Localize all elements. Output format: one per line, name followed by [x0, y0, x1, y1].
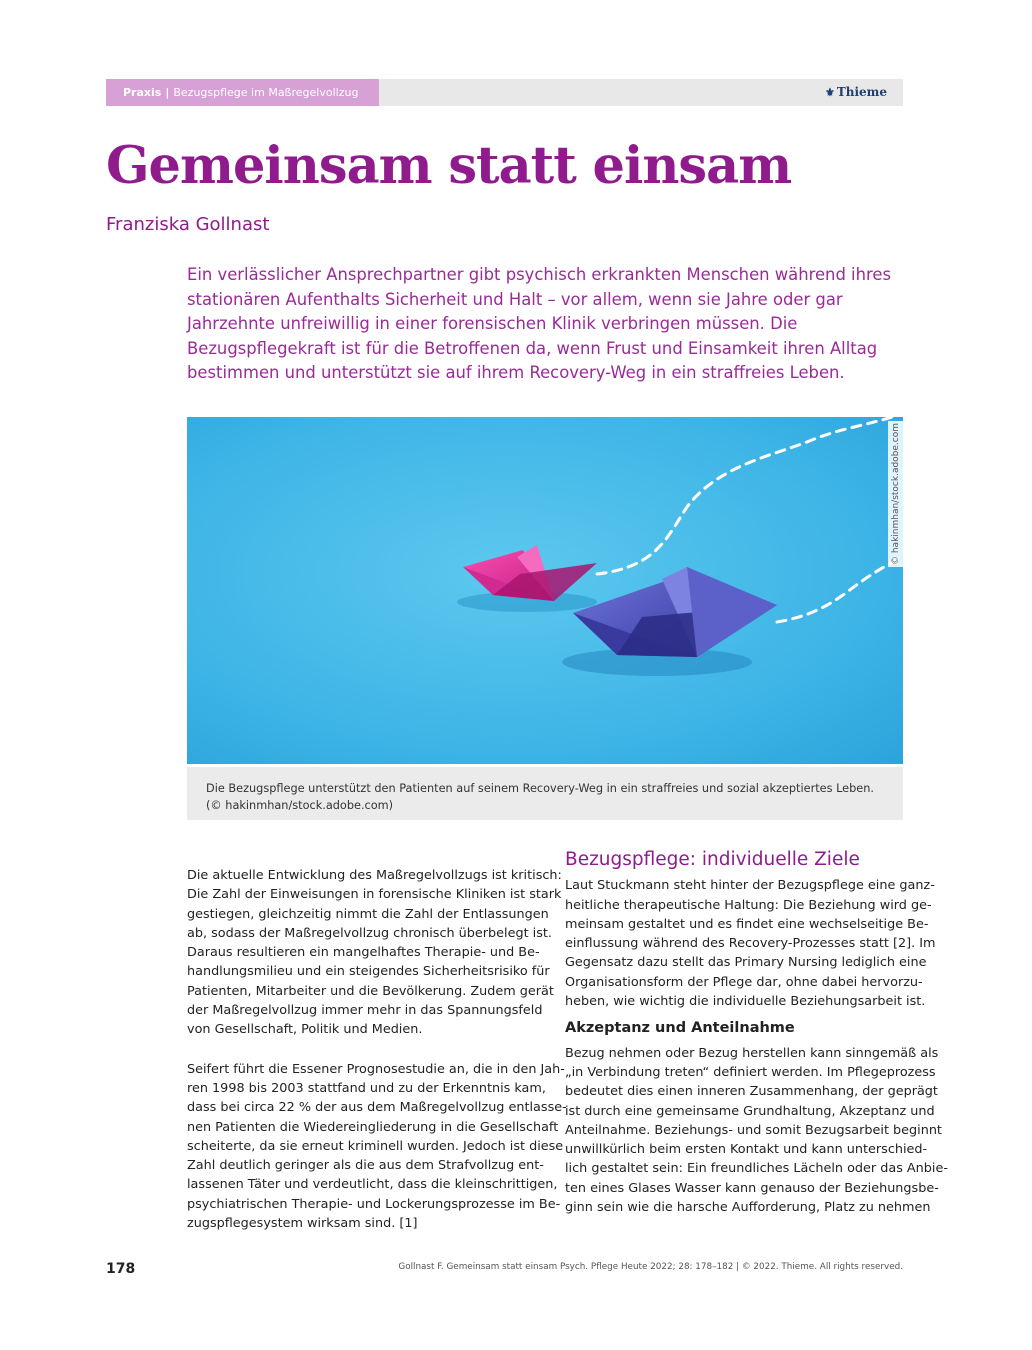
- text-line: der Maßregelvollzug immer mehr in das Spannungsfeld: [187, 1003, 543, 1019]
- body-paragraph: [187, 866, 562, 1040]
- text-line: zugspflegesystem wirksam sind. [1]: [187, 1216, 418, 1232]
- text-line: von Gesellschaft, Politik und Medien.: [187, 1022, 423, 1038]
- text-line: gestiegen, gleichzeitig nimmt die Zahl der Entlassungen: [187, 906, 549, 922]
- text-line: ist durch eine gemeinsame Grundhaltung, Akzeptanz und: [565, 1103, 935, 1119]
- text-line: Die aktuelle Entwicklung des Maßregelvollzugs ist kritisch:: [187, 868, 562, 883]
- caption-line: (© hakinmhan/stock.adobe.com): [206, 799, 394, 812]
- text-line: ginn sein wie die harsche Aufforderung, Platz zu nehmen: [565, 1200, 931, 1216]
- section-tag: [106, 79, 379, 106]
- text-line: „in Verbindung treten“ definiert werden. Im Pflegeprozess: [565, 1064, 936, 1080]
- image-credit: [888, 421, 904, 567]
- thieme-emblem-icon: ⚜: [824, 86, 835, 99]
- text-line: Laut Stuckmann steht hinter der Bezugspflege eine ganz-: [565, 878, 935, 894]
- text-line: Gegensatz dazu stellt das Primary Nursing lediglich eine: [565, 955, 927, 971]
- running-header: [106, 79, 903, 106]
- paper-boats-photo: [187, 417, 903, 764]
- publisher-name: Thieme: [836, 85, 887, 99]
- text-line: Patienten, Mitarbeiter und die Bevölkerung. Zudem gerät: [187, 983, 554, 999]
- section-label: Praxis: [123, 86, 162, 99]
- section-heading: Bezugspflege: individuelle Ziele: [565, 849, 860, 870]
- article-lead: Ein verlässlicher Ansprechpartner gibt psychisch erkrankten Menschen während ihres stationären Aufenthalts Sicherheit und Halt – vor allem, wenn sie Jahre oder gar Jahrzehnte unfreiwillig in einer forensischen Klinik verbringen müssen. Die Bezugspflegekraft ist für die Betroffenen da, wenn Frust und Einsamkeit ihren Alltag bestimmen und unterstützt sie auf ihrem Recovery-Weg in ein straffreies Leben.: [187, 265, 892, 382]
- text-line: ab, sodass der Maßregelvollzug chronisch überbelegt ist.: [187, 925, 552, 941]
- image-credit-text: © hakinmhan/stock.adobe.com: [891, 422, 901, 566]
- text-line: ren 1998 bis 2003 stattfand und zu der Erkenntnis kam,: [187, 1080, 546, 1096]
- text-line: bedeutet dies einen inneren Zusammenhang, der geprägt: [565, 1084, 938, 1100]
- subsection-heading: Akzeptanz und Anteilnahme: [565, 1020, 795, 1037]
- text-line: meinsam gestaltet und es findet eine wechselseitige Be-: [565, 916, 929, 932]
- right-column: [565, 849, 948, 1217]
- text-line: Anteilnahme. Beziehungs- und somit Bezugsarbeit beginnt: [565, 1122, 942, 1138]
- text-line: unwillkürlich beim ersten Kontakt und kann unterschied-: [565, 1142, 928, 1158]
- section-separator: |: [165, 86, 170, 99]
- text-line: Daraus resultieren ein mangelhaftes Therapie- und Be-: [187, 945, 540, 961]
- text-line: Seifert führt die Essener Prognosestudie an, die in den Jah-: [187, 1061, 565, 1077]
- text-line: Organisationsform der Pflege dar, ohne dabei hervorzu-: [565, 974, 923, 990]
- text-line: ten eines Glases Wasser kann genauso der Beziehungsbe-: [565, 1180, 939, 1196]
- text-line: scheiterte, da sie erneut kriminell wurden. Jedoch ist diese: [187, 1138, 564, 1154]
- publisher-logo: [825, 79, 887, 106]
- footer-citation: Gollnast F. Gemeinsam statt einsam Psych. Pflege Heute 2022; 28: 178–182 | © 2022. Thieme. All rights reserved.: [398, 1262, 903, 1272]
- figure-caption: [187, 767, 903, 820]
- text-line: psychiatrischen Therapie- und Lockerungsprozesse im Be-: [187, 1196, 561, 1212]
- text-line: Zahl deutlich geringer als die aus dem Strafvollzug ent-: [187, 1158, 544, 1174]
- text-line: lassenen Täter und verdeutlicht, dass die kleinschrittigen,: [187, 1177, 558, 1193]
- text-line: nen Patienten die Wiedereingliederung in die Gesellschaft: [187, 1119, 559, 1135]
- text-line: handlungsmilieu und ein steigendes Sicherheitsrisiko für: [187, 964, 550, 980]
- body-paragraph: [187, 1060, 567, 1234]
- text-line: lich gestaltet sein: Ein freundliches Lächeln oder das Anbie-: [565, 1161, 948, 1177]
- text-line: Die Zahl der Einweisungen in forensische Kliniken ist stark: [187, 887, 562, 903]
- text-line: Bezug nehmen oder Bezug herstellen kann sinngemäß als: [565, 1045, 939, 1061]
- article-author: Franziska Gollnast: [106, 214, 270, 235]
- text-line: heitliche therapeutische Haltung: Die Beziehung wird ge-: [565, 897, 932, 913]
- text-line: einflussung während des Recovery-Prozesses statt [2]. Im: [565, 936, 936, 952]
- page-number: 178: [106, 1261, 136, 1277]
- left-column: [187, 866, 567, 1233]
- body-paragraph: [565, 1044, 948, 1218]
- caption-line: Die Bezugspflege unterstützt den Patienten auf seinem Recovery-Weg in ein straffreies und sozial akzeptiertes Leben.: [206, 782, 874, 795]
- text-line: heben, wie wichtig die individuelle Beziehungsarbeit ist.: [565, 994, 926, 1010]
- section-topic: Bezugspflege im Maßregelvollzug: [173, 86, 359, 99]
- body-paragraph: [565, 876, 936, 1011]
- article-figure: [187, 417, 903, 764]
- text-line: dass bei circa 22 % der aus dem Maßregelvollzug entlasse-: [187, 1100, 567, 1116]
- article-title: Gemeinsam statt einsam: [106, 136, 792, 196]
